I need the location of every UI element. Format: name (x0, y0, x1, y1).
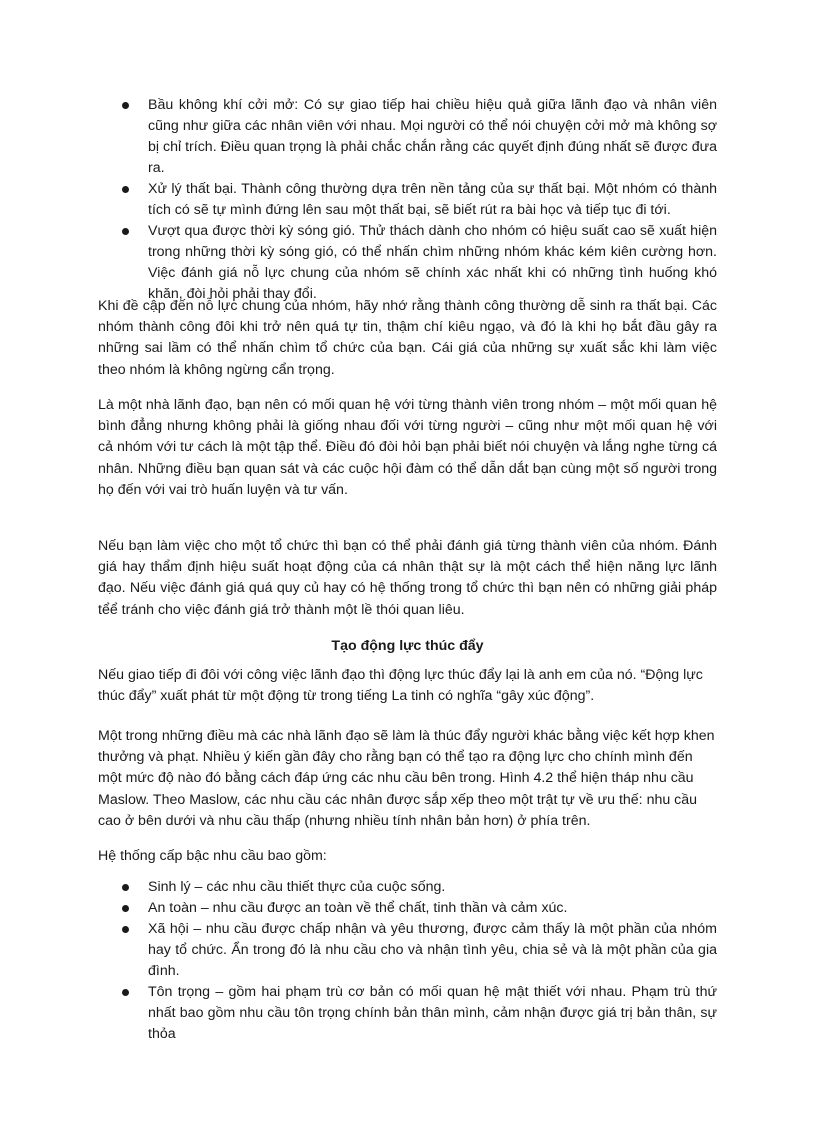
bullet-icon (122, 989, 129, 996)
bullet-icon (122, 905, 129, 912)
bullet-icon (122, 884, 129, 891)
paragraph-evaluation: Nếu bạn làm việc cho một tổ chức thì bạn có thể phải đánh giá từng thành viên của nhóm. Đánh giá hay thẩm định hiệu suất hoạt động của cá nhân thật sự là một cách thể hiện năng lực lãnh đạo. Nếu việc đánh giá quá quy củ hay có hệ thống trong tổ chức thì bạn nên có những giải pháp tểể tránh cho việc đánh giá trở thành một lề thói quan liêu. (98, 538, 717, 618)
list-item (120, 919, 717, 982)
paragraph-hierarchy-intro: Hệ thống cấp bậc nhu cầu bao gồm: (98, 848, 327, 864)
bullet-text: Vượt qua được thời kỳ sóng gió. Thử thách dành cho nhóm có hiệu suất cao sẽ xuất hiện trong những thời kỳ sóng gió, có thể nhấn chìm những nhóm khác kém kiên cường hơn. Việc đánh giá nỗ lực chung của nhóm sẽ chính xác nhất khi có những tình huống khó khăn, đòi hỏi phải thay đổi. (148, 223, 717, 302)
needs-bullet-list (120, 877, 717, 1045)
bullet-icon (122, 102, 129, 109)
bullet-icon (122, 228, 129, 235)
bullet-text: Xã hội – nhu cầu được chấp nhận và yêu thương, được cảm thấy là một phần của nhóm hay tổ chức. Ẩn trong đó là nhu cầu cho và nhận tình yêu, chia sẻ và là một phần của gia đình. (148, 921, 717, 979)
list-item (120, 877, 717, 898)
list-item (120, 95, 717, 179)
list-item (120, 898, 717, 919)
paragraph-leader-relationship: Là một nhà lãnh đạo, bạn nên có mối quan hệ với từng thành viên trong nhóm – một mối quan hệ bình đẳng nhưng không phải là giống nhau đối với từng người – cũng như một mối quan hệ với cả nhóm với tư cách là một tập thể. Điều đó đòi hỏi bạn phải biết nói chuyện và lắng nghe từng cá nhân. Những điều bạn quan sát và các cuộc hội đàm có thể dẫn dắt bạn cùng một số người trong họ đến với vai trò huấn luyện và tư vấn. (98, 397, 717, 498)
section-heading: Tạo động lực thúc đẩy (331, 638, 484, 654)
bullet-text: Xử lý thất bại. Thành công thường dựa trên nền tảng của sự thất bại. Một nhóm có thành tích có sẽ tự mình đứng lên sau một thất bại, sẽ biết rút ra bài học và tiếp tục đi tới. (148, 181, 717, 218)
bullet-text: Sinh lý – các nhu cầu thiết thực của cuộc sống. (148, 879, 446, 895)
list-item (120, 221, 717, 305)
bullet-text: Bầu không khí cởi mở: Có sự giao tiếp hai chiều hiệu quả giữa lãnh đạo và nhân viên cũng như giữa các nhân viên với nhau. Mọi người có thể nói chuyện cởi mở mà không sợ bị chỉ trích. Điều quan trọng là phải chắc chắn rằng các quyết định đúng nhất sẽ được đưa ra. (148, 97, 717, 176)
paragraph-maslow: Một trong những điều mà các nhà lãnh đạo sẽ làm là thúc đẩy người khác bằng việc kết hợp khen thưởng và phạt. Nhiều ý kiến gần đây cho rằng bạn có thể tạo ra động lực cho chính mình đến một mức độ nào đó bằng cách đáp ứng các nhu cầu bên trong. Hình 4.2 thể hiện tháp nhu cầu Maslow. Theo Maslow, các nhu cầu các nhân được sắp xếp theo một trật tự về ưu thế: nhu cầu cao ở bên dưới và nhu cầu thấp (nhưng nhiều tính nhân bản hơn) ở phía trên. (98, 728, 715, 829)
list-item (120, 179, 717, 221)
top-bullet-list (120, 95, 717, 305)
paragraph-motivation-intro: Nếu giao tiếp đi đôi với công việc lãnh đạo thì động lực thúc đẩy lại là anh em của nó. “Động lực thúc đẩy” xuất phát từ một động từ trong tiếng La tinh có nghĩa “gây xúc động”. (98, 667, 703, 705)
bullet-text: Tôn trọng – gồm hai phạm trù cơ bản có mối quan hệ mật thiết với nhau. Phạm trù thứ nhất bao gồm nhu cầu tôn trọng chính bản thân mình, cảm nhận được giá trị bản thân, sự thỏa (148, 984, 717, 1042)
list-item (120, 982, 717, 1045)
bullet-text: An toàn – nhu cầu được an toàn về thể chất, tinh thần và cảm xúc. (148, 900, 568, 916)
paragraph-team-success: Khi đề cập đến nỗ lực chung của nhóm, hãy nhớ rằng thành công thường dễ sinh ra thất bại. Các nhóm thành công đôi khi trở nên quá tự tin, thậm chí kiêu ngạo, và đó là khi họ bắt đầu gây ra những sai lầm có thể nhấn chìm tổ chức của bạn. Cái giá của những sự xuất sắc khi làm việc theo nhóm là không ngừng cẩn trọng. (98, 298, 717, 378)
bullet-icon (122, 926, 129, 933)
bullet-icon (122, 186, 129, 193)
